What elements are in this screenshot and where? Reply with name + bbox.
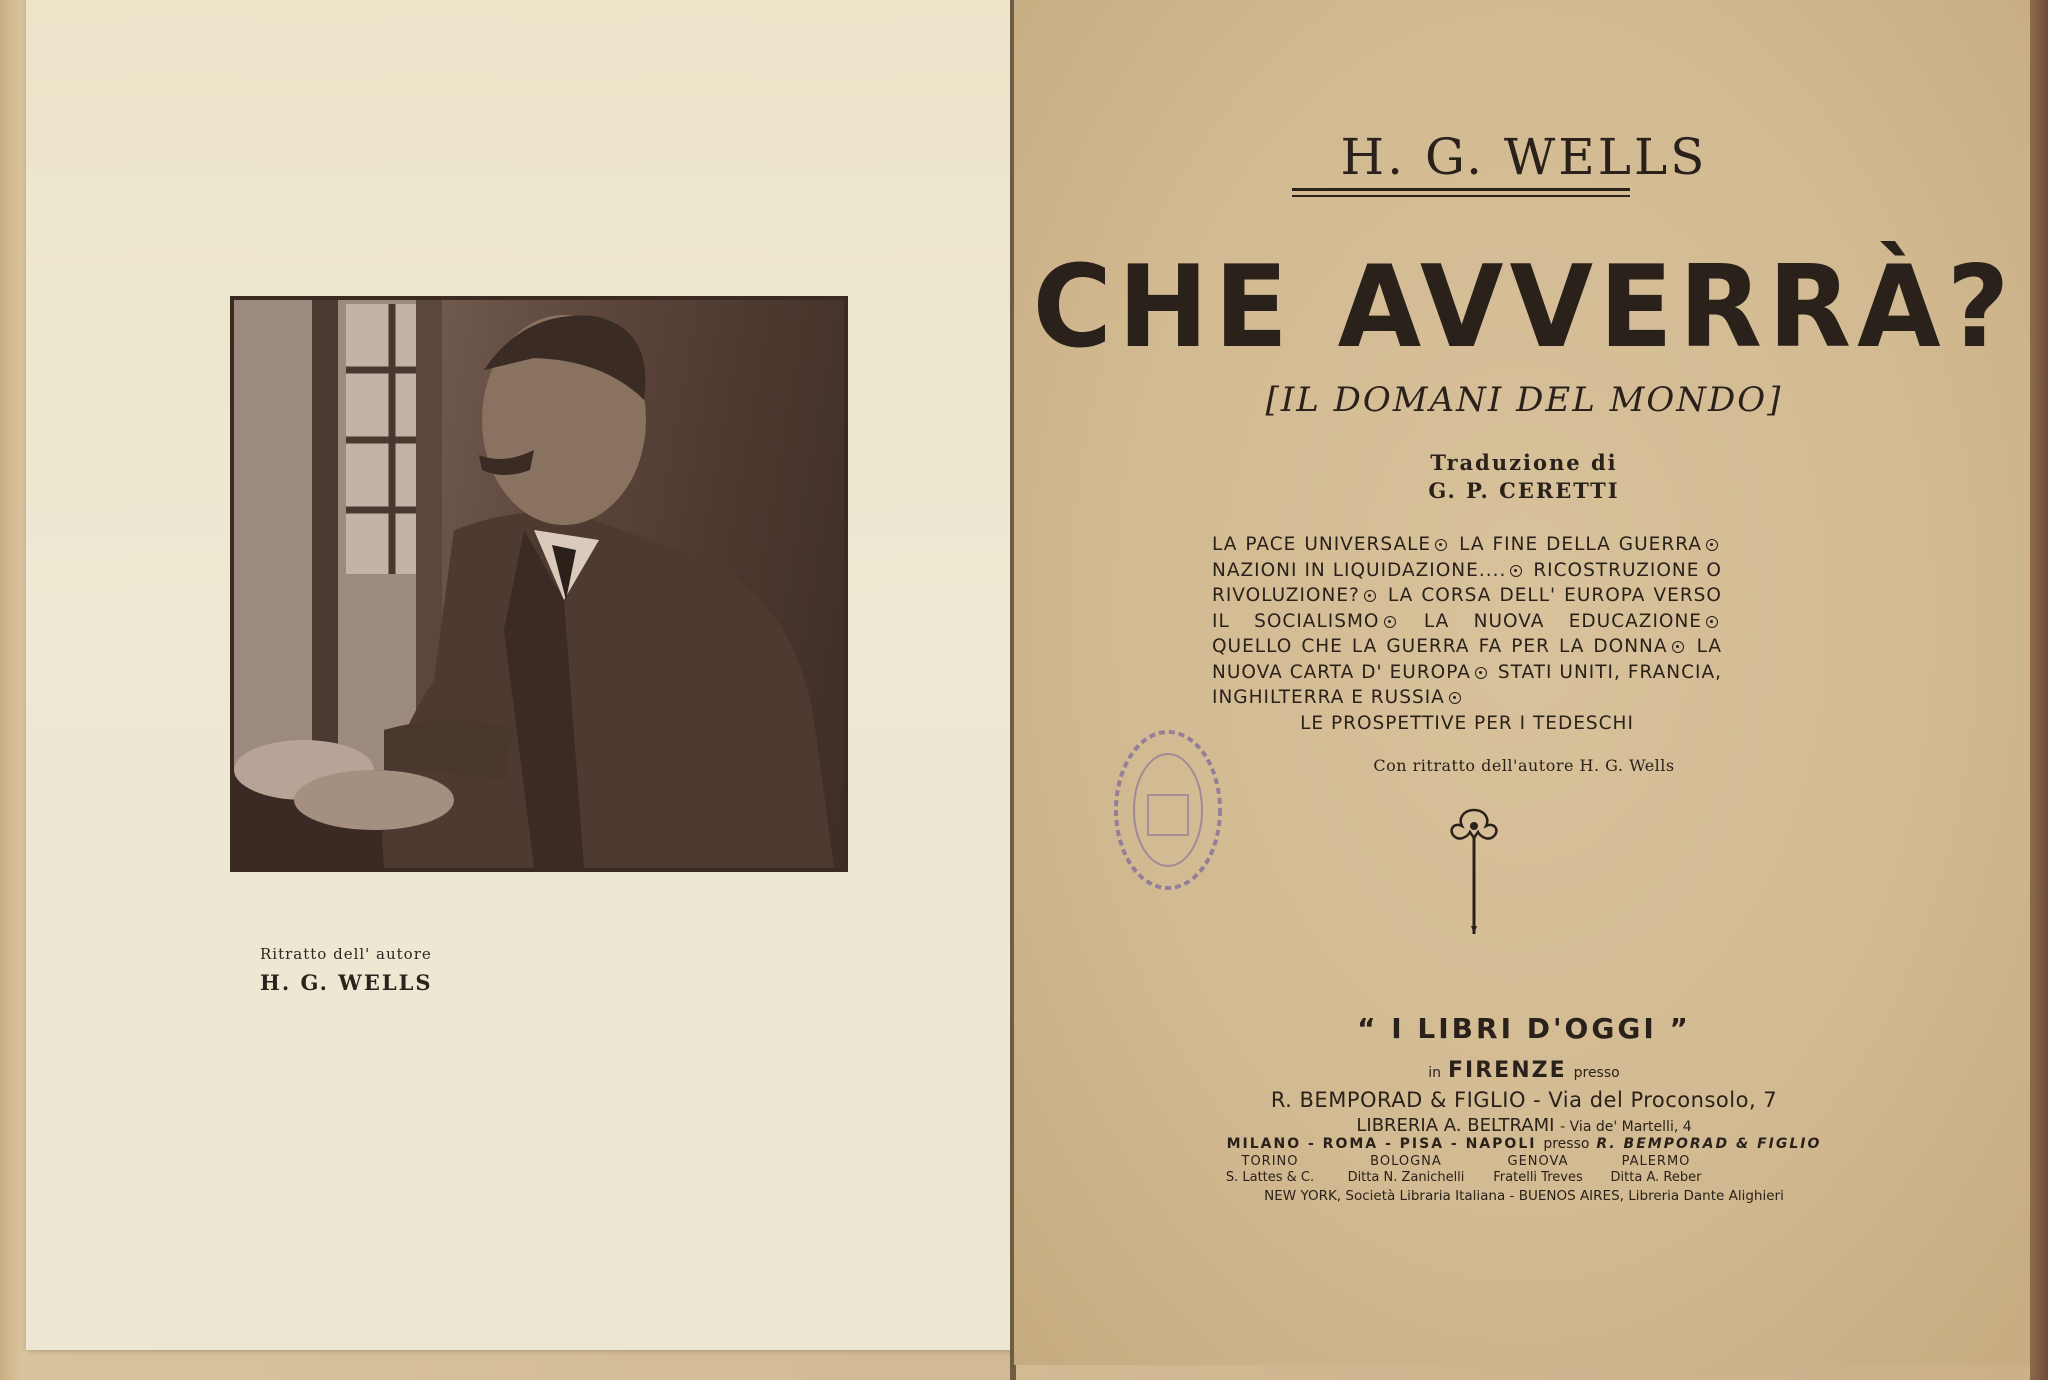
bullet-icon xyxy=(1510,565,1522,577)
portrait-caption-name: H. G. WELLS xyxy=(260,970,433,995)
portrait-caption-label: Ritratto dell' autore xyxy=(260,945,432,963)
branch-item: TORINO S. Lattes & C. xyxy=(1225,1154,1315,1185)
library-stamp-icon xyxy=(1108,725,1228,895)
topic-item: LA PACE UNIVERSALE xyxy=(1212,534,1432,555)
bullet-icon xyxy=(1435,539,1447,551)
topic-item: STATI UNITI, FRANCIA, INGHILTERRA E RUSSIA xyxy=(1212,661,1723,708)
book-title: CHE AVVERRÀ? xyxy=(1032,241,2016,374)
bullet-icon xyxy=(1672,641,1684,653)
city-name: FIRENZE xyxy=(1448,1058,1567,1083)
city-prefix: in xyxy=(1428,1065,1442,1081)
topic-item: RICOSTRUZIONE O RIVOLUZIONE? xyxy=(1212,559,1722,606)
topic-item: LA NUOVA EDUCAZIONE xyxy=(1423,610,1702,632)
double-rule-top xyxy=(1292,188,1630,191)
topic-item: NAZIONI IN LIQUIDAZIONE.... xyxy=(1212,559,1507,581)
bullet-icon xyxy=(1706,616,1718,628)
branch-item: PALERMO Ditta A. Reber xyxy=(1610,1154,1702,1185)
topic-item: LE PROSPETTIVE PER I TEDESCHI xyxy=(1300,712,1634,734)
bookshop-line xyxy=(1014,1115,2034,1136)
topic-item: QUELLO CHE LA GUERRA FA PER LA DONNA xyxy=(1212,636,1668,657)
cities-publisher: R. BEMPORAD & FIGLIO xyxy=(1596,1136,1822,1152)
bookshop-address: - Via de' Martelli, 4 xyxy=(1560,1119,1692,1135)
topic-item: LA CORSA DELL' EUROPA VERSO IL SOCIALISMO xyxy=(1212,585,1722,632)
bullet-icon xyxy=(1364,590,1376,602)
topics-list xyxy=(1212,532,1722,736)
bullet-icon xyxy=(1706,539,1718,551)
series-name: “ I LIBRI D'OGGI ” xyxy=(1357,1012,1691,1045)
city-suffix: presso xyxy=(1573,1065,1620,1081)
translator-name: G. P. CERETTI xyxy=(1428,478,1620,503)
bullet-icon xyxy=(1384,616,1396,628)
author-portrait-frame xyxy=(230,296,848,872)
bullet-icon xyxy=(1475,667,1487,679)
publisher-line: R. BEMPORAD & FIGLIO - Via del Proconsolo, 7 xyxy=(1270,1088,1778,1112)
title-page xyxy=(1014,0,2034,1365)
portrait-illustration xyxy=(234,300,844,868)
author-portrait-photo xyxy=(234,300,844,868)
book-cover-edge xyxy=(2030,0,2048,1380)
bullet-icon xyxy=(1449,692,1461,704)
bookshop-name: LIBRERIA A. BELTRAMI xyxy=(1356,1115,1555,1136)
double-rule-bottom xyxy=(1292,195,1630,197)
cities-presso: presso xyxy=(1543,1136,1590,1152)
cities-line xyxy=(1014,1136,2034,1152)
floral-ornament-icon xyxy=(1444,806,1504,941)
left-page xyxy=(26,0,1012,1350)
branch-item: BOLOGNA Ditta N. Zanichelli xyxy=(1347,1154,1465,1185)
branch-item: GENOVA Fratelli Treves xyxy=(1493,1154,1583,1185)
translation-label: Traduzione di xyxy=(1430,450,1618,475)
topic-item: LA NUOVA CARTA D' EUROPA xyxy=(1212,636,1722,683)
author-name: H. G. WELLS xyxy=(1340,128,1708,186)
publisher-city-line xyxy=(1014,1058,2034,1083)
portrait-note: Con ritratto dell'autore H. G. Wells xyxy=(1373,756,1675,775)
book-subtitle: [IL DOMANI DEL MONDO] xyxy=(1265,380,1783,420)
topic-item: LA FINE DELLA GUERRA xyxy=(1459,534,1702,555)
international-line: NEW YORK, Società Libraria Italiana - BUENOS AIRES, Libreria Dante Alighieri xyxy=(1264,1188,1784,1204)
cities-list: MILANO - ROMA - PISA - NAPOLI xyxy=(1226,1136,1537,1152)
